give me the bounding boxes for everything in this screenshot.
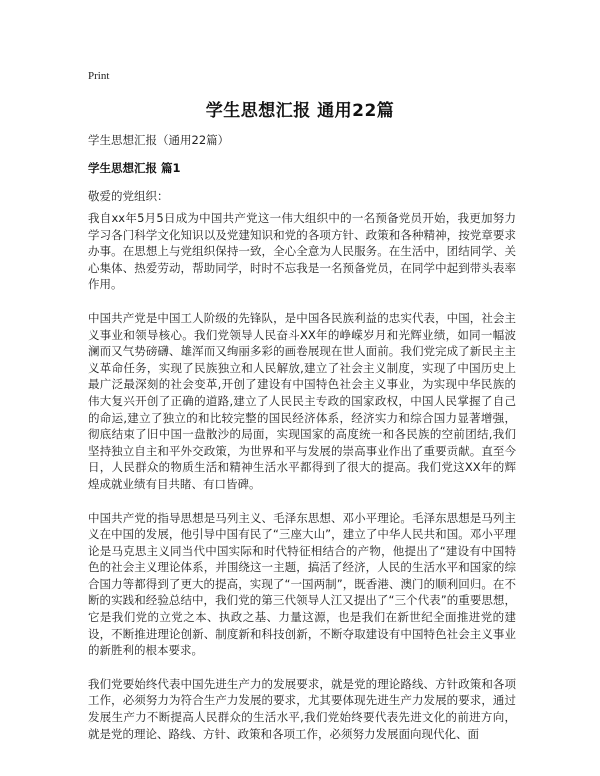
print-link[interactable]: Print	[88, 70, 110, 82]
paragraph-3: 中国共产党的指导思想是马列主义、毛泽东思想、邓小平理论。毛泽东思想是马列主义在中国的发展，他引导中国有民了“三座大山”，建立了中华人民共和国。邓小平理论是马克思主义同当代中国实际和时代特征相结合的产物，他提出了“建设有中国特色的社会主义理论体系，并围绕这一主题，搞活了经济，人民的生活水平和国家的综合国力等都得到了更大的提高，实现了“一国两制”，既香港、澳门的顺利回归。在不断的实践和经验总结中，我们党的第三代领导人江又提出了“三个代表”的重要思想，它是我们党的立党之本、执政之基、力量这源，也是我们在新世纪全面推进党的建设，不断推进理论创新、制度新和科技创新，不断夺取建设有中国特色社会主义事业的新胜利的根本要求。	[88, 510, 516, 658]
document-body	[88, 210, 516, 759]
document-subtitle: 学生思想汇报（通用22篇）	[88, 133, 230, 147]
paragraph-4: 我们党要始终代表中国先进生产力的发展要求，就是党的理论路线、方针政策和各项工作，必须努力为符合生产力发展的要求，尤其要体现先进生产力发展的要求，通过发展生产力不断提高人民群众的生活水平,我们党始终要代表先进文化的前进方向，就是党的理论、路线、方针、政策和各项工作，必须努力发展面向现代化、面	[88, 676, 516, 741]
section-heading: 学生思想汇报 篇1	[88, 161, 181, 175]
salutation: 敬爱的党组织：	[88, 189, 169, 203]
paragraph-2: 中国共产党是中国工人阶级的先锋队，是中国各民族利益的忠实代表，中国，社会主义事业和领导核心。我们党领导人民奋斗XX年的峥嵘岁月和光辉业绩，如同一幅波澜而又气势磅礴、雄浑而又绚丽多彩的画卷展现在世人面前。我们党完成了新民主主义革命任务，实现了民族独立和人民解放,建立了社会主义制度，实现了中国历史上最广泛最深刻的社会变革,开创了建设有中国特色社会主义事业，为实现中华民族的伟大复兴开创了正确的道路,建立了人民民主专政的国家政权，中国人民掌握了自己的命运,建立了独立的和比较完整的国民经济体系，经济实力和综合国力显著增强，彻底结束了旧中国一盘散沙的局面，实现国家的高度统一和各民族的空前团结,我们坚持独立自主和平外交政策，为世界和平与发展的崇高事业作出了重要贡献。直至今日，人民群众的物质生活和精神生活水平都得到了很大的提高。我们党这XX年的辉煌成就业绩有目共睹、有口皆碑。	[88, 310, 516, 491]
document-title: 学生思想汇报 通用22篇	[205, 101, 395, 121]
paragraph-1: 我自xx年5月5日成为中国共产党这一伟大组织中的一名预备党员开始，我更加努力学习各门科学文化知识以及党建知识和党的各项方针、政策和各种精神，按党章要求办事。在思想上与党组织保持一致，全心全意为人民服务。在生活中，团结同学、关心集体、热爱劳动，帮助同学，时时不忘我是一名预备党员，在同学中起到带头表率作用。	[88, 211, 516, 292]
